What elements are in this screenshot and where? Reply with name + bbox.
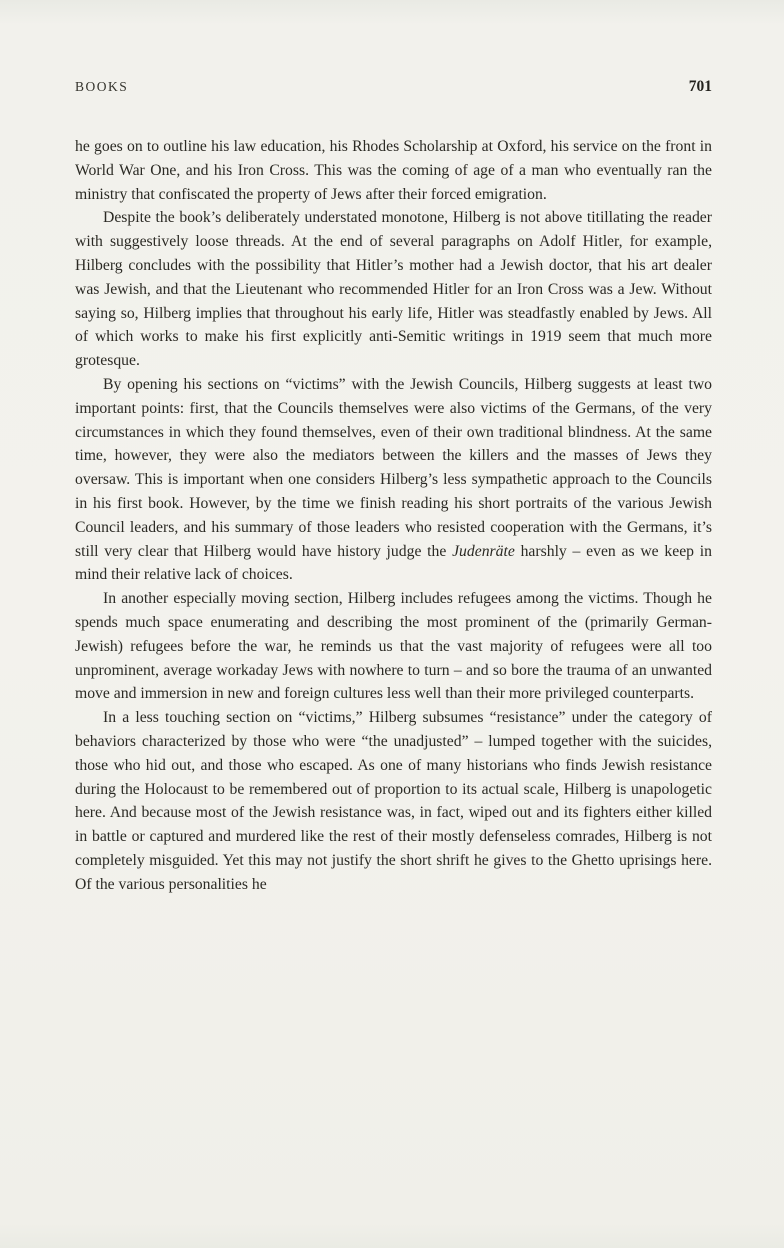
body-text xyxy=(75,135,712,897)
page-number: 701 xyxy=(688,78,712,95)
paragraph xyxy=(75,135,712,206)
text-run: In another especially moving section, Hilberg includes refugees among the victims. Though he spends much space enumerating and describing the most prominent of the (primarily German-Jewish) refugees before the war, he reminds us that the vast majority of refugees were all too unprominent, average workaday Jews with nowhere to turn – and so bore the trauma of an unwanted move and immersion in new and foreign cultures less well than their more privileged counterparts. xyxy=(75,590,712,703)
running-head xyxy=(75,78,712,96)
text-run: By opening his sections on “victims” with the Jewish Councils, Hilberg suggests at least two important points: first, that the Councils themselves were also victims of the Germans, of the very circumstances in which they found themselves, even of their own traditional blindness. At the same time, however, they were also the mediators between the killers and the masses of Jews they oversaw. This is important when one considers Hilberg’s less sympathetic approach to the Councils in his first book. However, by the time we finish reading his short portraits of the various Jewish Council leaders, and his summary of those leaders who resisted cooperation with the Germans, it’s still very clear that Hilberg would have history judge the xyxy=(75,375,712,560)
text-run: In a less touching section on “victims,” Hilberg subsumes “resistance” under the category of behaviors characterized by those who were “the unadjusted” – lumped together with the suicides, those who hid out, and those who escaped. As one of many historians who finds Jewish resistance during the Holocaust to be remembered out of proportion to its actual scale, Hilberg is unapologetic here. And because most of the Jewish resistance was, in fact, wiped out and its fighters either killed in battle or captured and murdered like the rest of their mostly defenseless comrades, Hilberg is not completely misguided. Yet this may not justify the short shrift he gives to the Ghetto uprisings here. Of the various personalities he xyxy=(75,709,712,893)
text-run: harshly – even as we keep in mind their relative lack of choices. xyxy=(75,542,712,584)
paragraph xyxy=(75,206,712,373)
paragraph xyxy=(75,373,712,587)
text-run: Despite the book’s deliberately understated monotone, Hilberg is not above titillating the reader with suggestively loose threads. At the end of several paragraphs on Adolf Hitler, for example, Hilberg concludes with the possibility that Hitler’s mother had a Jewish doctor, that his art dealer was Jewish, and that the Lieutenant who recommended Hitler for an Iron Cross was a Jew. Without saying so, Hilberg implies that throughout his early life, Hitler was steadfastly enabled by Jews. All of which works to make his first explicitly anti-Semitic writings in 1919 seem that much more grotesque. xyxy=(75,209,712,370)
text-run: he goes on to outline his law education, his Rhodes Scholarship at Oxford, his service on the front in World War One, and his Iron Cross. This was the coming of age of a man who eventually ran the ministry that confiscated the property of Jews after their forced emigration. xyxy=(75,138,712,203)
running-head-title: BOOKS xyxy=(75,79,129,94)
italic-text: Judenräte xyxy=(452,542,515,560)
paragraph xyxy=(75,587,712,706)
paragraph xyxy=(75,706,712,896)
